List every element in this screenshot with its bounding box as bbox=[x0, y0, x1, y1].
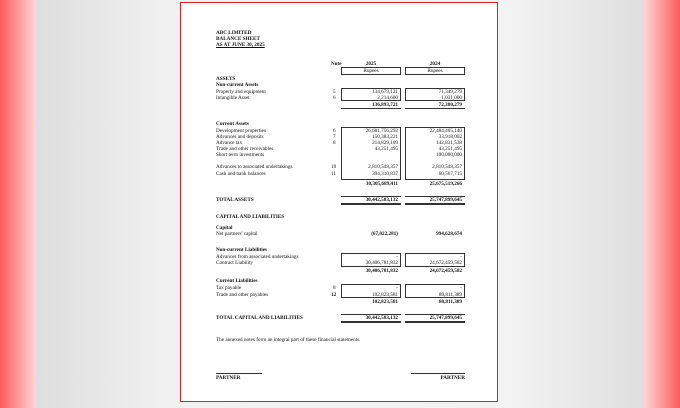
intangible-label: Intangible Asset bbox=[216, 95, 250, 101]
advances-note: 7 bbox=[333, 134, 336, 140]
year-2024-header: 2024 bbox=[429, 61, 441, 67]
nca-total-rule-2024 bbox=[405, 108, 465, 109]
trade-rec-2024: 43,251,495 bbox=[438, 146, 462, 152]
adv-tax-2024: 142,831,538 bbox=[436, 140, 462, 146]
ca-total-2024: 25,675,519,266 bbox=[429, 181, 462, 187]
cash-2024: 60,567,715 bbox=[438, 171, 462, 177]
unit-2024: Rupees bbox=[427, 68, 443, 74]
trade-payables-2024: 80,811,389 bbox=[438, 292, 462, 298]
total-assets-double-rule-2025 bbox=[341, 203, 401, 205]
adv-assoc-label: Advances to associated undertakings bbox=[216, 164, 293, 170]
year-2025-header: 2025 bbox=[365, 61, 377, 67]
dev-props-2024: 22,484,405,140 bbox=[429, 128, 462, 134]
signature-line-right bbox=[411, 373, 465, 374]
ppe-note: 5 bbox=[333, 89, 336, 95]
total-assets-2025: 30,442,583,132 bbox=[365, 197, 398, 203]
tax-payable-note: 8 bbox=[333, 285, 336, 291]
note-column-header: Note bbox=[331, 61, 342, 67]
cash-label: Cash and bank balances bbox=[216, 171, 266, 177]
intangible-2025: 2,214,600 bbox=[377, 95, 398, 101]
ppe-2025: 134,679,121 bbox=[372, 89, 398, 95]
tax-payable-label: Tax payable bbox=[216, 285, 242, 291]
short-term-label: Short term investments bbox=[216, 152, 265, 158]
dev-props-2025: 26,681,756,292 bbox=[365, 128, 398, 134]
non-current-assets-heading: Non-current Assets bbox=[216, 82, 259, 88]
intangible-note: 6 bbox=[333, 95, 336, 101]
total-assets-label: TOTAL ASSETS bbox=[216, 197, 254, 203]
ppe-label: Property and equipment bbox=[216, 89, 266, 95]
tax-payable-2024: - bbox=[460, 285, 462, 291]
ncl-total-2024: 24,672,459,582 bbox=[429, 268, 462, 274]
adv-assoc-note: 10 bbox=[331, 164, 337, 170]
trade-rec-2025: 43,251,495 bbox=[374, 146, 398, 152]
trade-payables-label: Trade and other payables bbox=[216, 292, 269, 298]
capital-heading: Capital bbox=[216, 225, 233, 231]
intangible-2024: 1,031,000 bbox=[441, 95, 462, 101]
company-name: ABC LIMITED bbox=[216, 30, 252, 36]
right-red-edge bbox=[644, 0, 680, 408]
adv-assoc-2024: 2,810,548,357 bbox=[432, 164, 462, 170]
adv-tax-2025: 214,829,109 bbox=[372, 140, 398, 146]
adv-from-assoc-2025: - bbox=[396, 254, 398, 260]
nca-total-2024: 72,380,279 bbox=[438, 102, 462, 108]
ppe-2024: 71,349,279 bbox=[438, 89, 462, 95]
balance-sheet-page bbox=[180, 2, 498, 402]
contract-liability-2025: 30,406,781,832 bbox=[365, 260, 398, 266]
advances-label: Advances and deposits bbox=[216, 134, 264, 140]
net-partners-label: Net partners' capital bbox=[216, 231, 258, 237]
advances-2025: 150,383,221 bbox=[372, 134, 398, 140]
trade-payables-note: 12 bbox=[331, 292, 337, 298]
annexed-notes-statement: The annexed notes form an integral part of these financial statements. bbox=[216, 337, 361, 343]
net-partners-2024: 994,628,674 bbox=[436, 231, 462, 237]
total-assets-2024: 25,747,899,645 bbox=[429, 197, 462, 203]
statement-title: BALANCE SHEET bbox=[216, 36, 260, 42]
current-assets-heading: Current Assets bbox=[216, 121, 249, 127]
net-partners-2025: (67,022,281) bbox=[371, 231, 398, 237]
partner-signature-right: PARTNER bbox=[440, 375, 465, 381]
advances-2024: 33,918,002 bbox=[438, 134, 462, 140]
left-red-edge bbox=[0, 0, 36, 408]
trade-payables-2025: 102,823,581 bbox=[372, 292, 398, 298]
nca-total-2025: 136,893,721 bbox=[372, 102, 398, 108]
cl-total-2025: 102,823,581 bbox=[372, 299, 398, 305]
signature-line-left bbox=[216, 373, 262, 374]
adv-from-assoc-2024: - bbox=[460, 254, 462, 260]
short-term-2024: 100,000,000 bbox=[436, 152, 462, 158]
total-cap-liab-label: TOTAL CAPITAL AND LIABILITIES bbox=[216, 315, 303, 321]
adv-tax-label: Advance tax bbox=[216, 140, 243, 146]
trade-rec-label: Trade and other receivables bbox=[216, 146, 274, 152]
ncl-heading: Non-current Liabilities bbox=[216, 247, 268, 253]
total-cap-liab-2025: 30,442,583,132 bbox=[365, 315, 398, 321]
assets-heading: ASSETS bbox=[216, 76, 236, 82]
total-cl-double-rule-2024 bbox=[405, 321, 465, 323]
adv-assoc-2025: 2,810,548,357 bbox=[368, 164, 398, 170]
unit-2025: Rupees bbox=[363, 68, 379, 74]
ncl-total-2025: 30,406,781,832 bbox=[365, 268, 398, 274]
total-assets-double-rule-2024 bbox=[405, 203, 465, 205]
adv-from-assoc-label: Advances from associated undertakings bbox=[216, 254, 299, 260]
total-cap-liab-2024: 25,747,899,645 bbox=[429, 315, 462, 321]
cl-heading: Current Liabilities bbox=[216, 278, 258, 284]
capital-liabilities-heading: CAPITAL AND LIABILITIES bbox=[216, 214, 285, 220]
ca-total-2025: 30,305,689,411 bbox=[365, 181, 398, 187]
partner-signature-left: PARTNER bbox=[216, 375, 241, 381]
adv-tax-note: 8 bbox=[333, 140, 336, 146]
cash-note: 11 bbox=[331, 171, 336, 177]
total-cl-double-rule-2025 bbox=[341, 321, 401, 323]
dev-props-label: Development properties bbox=[216, 128, 266, 134]
nca-total-rule-2025 bbox=[341, 108, 401, 109]
cash-2025: 394,310,837 bbox=[372, 171, 398, 177]
tax-payable-2025: - bbox=[396, 285, 398, 291]
cl-total-2024: 80,811,389 bbox=[438, 299, 462, 305]
contract-liability-label: Contract Liability bbox=[216, 260, 254, 266]
statement-date: AS AT JUNE 30, 2025 bbox=[216, 42, 265, 48]
contract-liability-2024: 24,672,459,582 bbox=[429, 260, 462, 266]
dev-props-note: 6 bbox=[333, 128, 336, 134]
